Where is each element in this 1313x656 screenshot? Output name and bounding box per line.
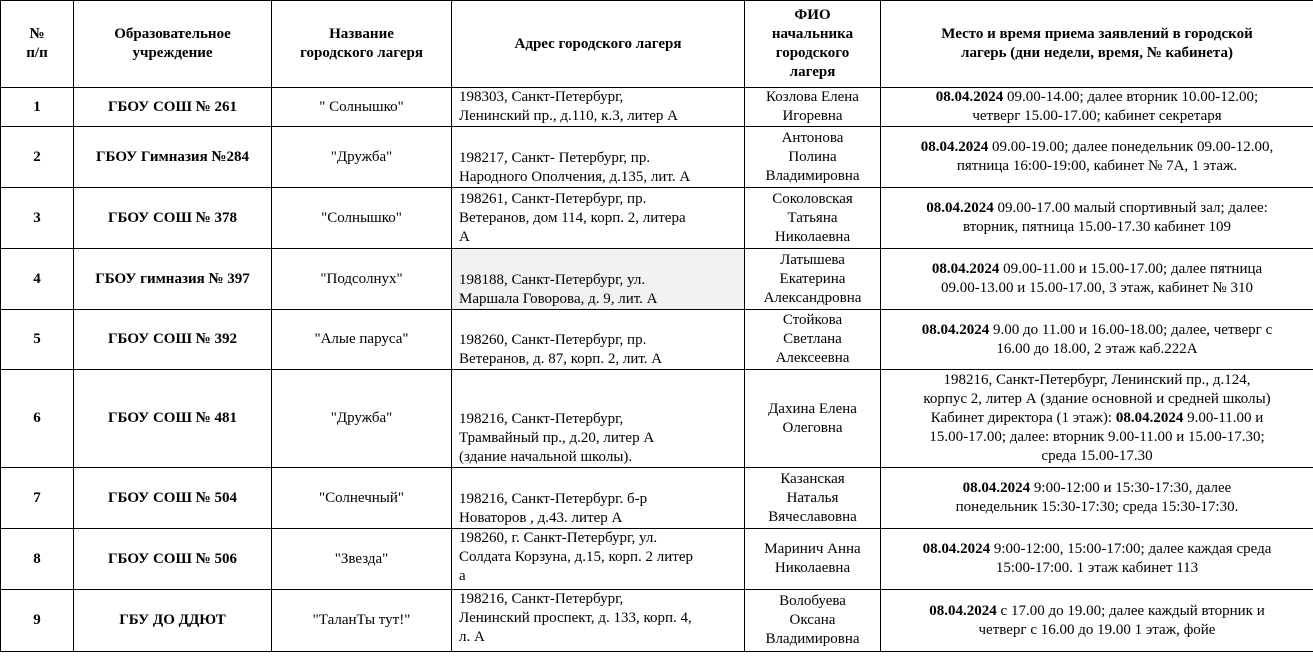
reception-line xyxy=(885,602,1309,621)
camp-address xyxy=(452,310,745,370)
camp-head-name xyxy=(745,88,881,127)
reception-line xyxy=(885,498,1309,517)
reception-line xyxy=(885,260,1309,279)
camp-name: "Подсолнух" xyxy=(272,249,452,310)
col-head-header xyxy=(745,1,881,88)
school-name: ГБОУ СОШ № 392 xyxy=(74,310,272,370)
camp-head-name xyxy=(745,370,881,468)
camp-address xyxy=(452,188,745,249)
head-name-line: Стойкова xyxy=(782,312,843,328)
header-line: Адрес городского лагеря xyxy=(514,35,682,52)
reception-line xyxy=(885,218,1309,237)
camp-head-name xyxy=(745,590,881,652)
row-number: 3 xyxy=(1,188,74,249)
head-name-line: Владимировна xyxy=(765,631,860,647)
header-line: Образовательное xyxy=(114,26,231,42)
row-number: 6 xyxy=(1,370,74,468)
head-name-line: Соколовская xyxy=(772,190,853,207)
reception-text: 15:00-17:00. 1 этаж кабинет 113 xyxy=(995,560,1199,576)
reception-line xyxy=(885,199,1309,218)
reception-line xyxy=(885,340,1309,359)
camp-address xyxy=(452,370,745,468)
reception-line xyxy=(885,321,1309,340)
address-line: 198260, Санкт-Петербург, пр. xyxy=(459,332,647,348)
reception-text: пятница 16:00-19:00, кабинет № 7А, 1 этаж. xyxy=(956,158,1238,174)
school-name: ГБОУ СОШ № 261 xyxy=(74,88,272,127)
camp-name: "Звезда" xyxy=(272,529,452,590)
head-name-line: Волобуева xyxy=(779,593,846,609)
head-name-line: Латышева xyxy=(780,251,845,268)
table-row xyxy=(1,249,1313,310)
reception-text: 16.00 до 18.00, 2 этаж каб.222А xyxy=(996,340,1198,357)
reception-date: 08.04.2024 xyxy=(920,139,989,155)
table-row xyxy=(1,468,1313,529)
head-name-line: Казанская xyxy=(780,470,845,487)
school-name: ГБУ ДО ДДЮТ xyxy=(74,590,272,652)
reception-line xyxy=(885,428,1309,447)
address-line: Ветеранов, дом 114, корп. 2, литера xyxy=(459,209,686,226)
head-name-line: Татьяна xyxy=(787,209,838,226)
reception-text: 09.00-11.00 и 15.00-17.00; далее пятница xyxy=(999,261,1263,277)
reception-line xyxy=(885,447,1309,466)
header-line: ФИО xyxy=(794,7,831,23)
col-school-header xyxy=(74,1,272,88)
header-line: Название xyxy=(329,26,394,42)
reception-date: 08.04.2024 xyxy=(931,261,1000,277)
reception-line xyxy=(885,540,1309,559)
camp-address xyxy=(452,127,745,188)
table-body xyxy=(1,88,1313,652)
reception-text: вторник, пятница 15.00-17.30 кабинет 109 xyxy=(963,219,1231,235)
school-name: ГБОУ СОШ № 506 xyxy=(74,529,272,590)
reception-text: четверг 15.00-17.00; кабинет секретаря xyxy=(972,108,1222,124)
reception-text: 09.00-14.00; далее вторник 10.00-12.00; xyxy=(1003,89,1259,105)
camp-head-name xyxy=(745,310,881,370)
head-name-line: Екатерина xyxy=(779,270,846,287)
reception-line xyxy=(885,409,1309,428)
reception-info xyxy=(881,310,1313,370)
camp-address xyxy=(452,590,745,652)
reception-text: 9.00 до 11.00 и 16.00-18.00; далее, четверг с xyxy=(989,321,1273,338)
header-line: лагеря xyxy=(789,64,836,80)
address-line: 198216, Санкт-Петербург. б-р xyxy=(459,491,648,507)
reception-date: 08.04.2024 xyxy=(926,200,994,216)
header-line: лагерь (дни недели, время, № кабинета) xyxy=(961,45,1233,61)
header-line: городского xyxy=(775,45,850,61)
table-row xyxy=(1,529,1313,590)
camp-name: "Солнечный" xyxy=(272,468,452,529)
row-number: 4 xyxy=(1,249,74,310)
reception-info xyxy=(881,590,1313,652)
camp-head-name xyxy=(745,188,881,249)
col-number-header xyxy=(1,1,74,88)
head-name-line: Козлова Елена xyxy=(766,89,859,105)
head-name-line: Олеговна xyxy=(782,419,843,436)
reception-line xyxy=(885,479,1309,498)
school-name: ГБОУ Гимназия №284 xyxy=(74,127,272,188)
address-line: Маршала Говорова, д. 9, лит. А xyxy=(459,291,658,307)
reception-date: 08.04.2024 xyxy=(962,480,1031,496)
address-line: Ветеранов, д. 87, корп. 2, лит. А xyxy=(459,351,663,367)
reception-line xyxy=(885,107,1309,126)
reception-info xyxy=(881,127,1313,188)
address-line: Ленинский проспект, д. 133, корп. 4, xyxy=(459,610,692,626)
reception-line xyxy=(885,371,1309,390)
address-line: 198216, Санкт-Петербург, xyxy=(459,591,624,607)
row-number: 5 xyxy=(1,310,74,370)
reception-text: 09.00-19.00; далее понедельник 09.00-12.00, xyxy=(988,139,1274,155)
head-name-line: Полина xyxy=(788,148,837,165)
camp-name: " Солнышко" xyxy=(272,88,452,127)
address-line: 198217, Санкт- Петербург, пр. xyxy=(459,150,651,166)
col-address-header xyxy=(452,1,745,88)
address-line: Солдата Корзуна, д.15, корп. 2 литер xyxy=(459,549,693,565)
reception-date: 08.04.2024 xyxy=(929,602,997,619)
address-line: А xyxy=(459,228,470,245)
reception-text: 15.00-17.00; далее: вторник 9.00-11.00 и 15.00-17.30; xyxy=(929,429,1265,445)
reception-text: среда 15.00-17.30 xyxy=(1041,448,1153,464)
address-line: (здание начальной школы). xyxy=(459,449,633,465)
table-row xyxy=(1,127,1313,188)
head-name-line: Светлана xyxy=(783,331,842,347)
head-name-line: Алексеевна xyxy=(775,350,850,366)
reception-info xyxy=(881,468,1313,529)
camp-address xyxy=(452,468,745,529)
school-name: ГБОУ СОШ № 504 xyxy=(74,468,272,529)
camp-head-name xyxy=(745,249,881,310)
reception-line xyxy=(885,559,1309,578)
reception-text: понедельник 15:30-17:30; среда 15:30-17:30. xyxy=(955,499,1239,515)
camp-name: "ТаланТы тут!" xyxy=(272,590,452,652)
address-line: Трамвайный пр., д.20, литер А xyxy=(459,430,655,446)
reception-date: 08.04.2024 xyxy=(935,89,1004,105)
row-number: 9 xyxy=(1,590,74,652)
camp-head-name xyxy=(745,468,881,529)
row-number: 7 xyxy=(1,468,74,529)
table-row xyxy=(1,188,1313,249)
table-row xyxy=(1,590,1313,652)
school-name: ГБОУ СОШ № 481 xyxy=(74,370,272,468)
head-name-line: Игоревна xyxy=(782,108,843,124)
head-name-line: Наталья xyxy=(786,489,839,506)
header-row xyxy=(1,1,1313,88)
reception-line xyxy=(885,157,1309,176)
address-line: 198260, г. Санкт-Петербург, ул. xyxy=(459,530,658,546)
camp-head-name xyxy=(745,127,881,188)
row-number: 1 xyxy=(1,88,74,127)
camp-address xyxy=(452,529,745,590)
reception-date: 08.04.2024 xyxy=(921,321,990,338)
reception-info xyxy=(881,370,1313,468)
reception-text: 9:00-12:00, 15:00-17:00; далее каждая среда xyxy=(990,541,1272,557)
reception-info xyxy=(881,188,1313,249)
row-number: 8 xyxy=(1,529,74,590)
header-line: начальника xyxy=(771,26,854,42)
reception-text: четверг с 16.00 до 19.00 1 этаж, фойе xyxy=(978,621,1216,638)
table-row xyxy=(1,370,1313,468)
camp-name: "Алые паруса" xyxy=(272,310,452,370)
address-line: Новаторов , д.43. литер А xyxy=(459,510,623,526)
reception-text: 9.00-11.00 и xyxy=(1183,410,1264,426)
address-line: а xyxy=(459,568,466,584)
camp-address xyxy=(452,88,745,127)
school-name: ГБОУ СОШ № 378 xyxy=(74,188,272,249)
head-name-line: Оксана xyxy=(789,612,836,628)
camp-name: "Дружба" xyxy=(272,370,452,468)
reception-prefix: Кабинет директора (1 этаж): xyxy=(930,410,1116,426)
address-line: Народного Ополчения, д.135, лит. А xyxy=(459,169,691,185)
head-name-line: Николаевна xyxy=(774,228,851,245)
reception-text: с 17.00 до 19.00; далее каждый вторник и xyxy=(996,602,1265,619)
camp-head-name xyxy=(745,529,881,590)
address-line: 198216, Санкт-Петербург, xyxy=(459,411,624,427)
reception-line xyxy=(885,138,1309,157)
header-line: учреждение xyxy=(132,45,213,61)
table-row xyxy=(1,88,1313,127)
reception-line xyxy=(885,390,1309,409)
head-name-line: Владимировна xyxy=(765,167,860,184)
header-line: городского лагеря xyxy=(300,45,423,61)
row-number: 2 xyxy=(1,127,74,188)
reception-text: 09.00-13.00 и 15.00-17.00, 3 этаж, кабинет № 310 xyxy=(941,280,1253,296)
head-name-line: Дахина Елена xyxy=(768,400,857,417)
reception-info xyxy=(881,529,1313,590)
reception-text: 09.00-17.00 малый спортивный зал; далее: xyxy=(993,200,1268,216)
col-camp-name-header xyxy=(272,1,452,88)
reception-info xyxy=(881,249,1313,310)
address-line: л. А xyxy=(459,629,485,645)
col-reception-header xyxy=(881,1,1313,88)
address-line: 198261, Санкт-Петербург, пр. xyxy=(459,190,647,207)
camp-name: "Солнышко" xyxy=(272,188,452,249)
reception-text: 9:00-12:00 и 15:30-17:30, далее xyxy=(1030,480,1232,496)
header-line: № xyxy=(29,26,45,42)
head-name-line: Вячеславовна xyxy=(768,508,857,525)
school-name: ГБОУ гимназия № 397 xyxy=(74,249,272,310)
reception-line xyxy=(885,621,1309,640)
head-name-line: Александровна xyxy=(763,289,862,306)
reception-line xyxy=(885,88,1309,107)
camp-name: "Дружба" xyxy=(272,127,452,188)
reception-text: 198216, Санкт-Петербург, Ленинский пр., д.124, xyxy=(943,372,1251,388)
header-line: Место и время приема заявлений в городской xyxy=(941,26,1253,42)
head-name-line: Антонова xyxy=(781,129,844,146)
address-line: 198188, Санкт-Петербург, ул. xyxy=(459,272,646,288)
head-name-line: Маринич Анна xyxy=(764,541,861,557)
address-line: 198303, Санкт-Петербург, xyxy=(459,89,624,105)
address-line: Ленинский пр., д.110, к.3, литер А xyxy=(459,108,679,124)
reception-date: 08.04.2024 xyxy=(922,541,991,557)
reception-line xyxy=(885,279,1309,298)
reception-info xyxy=(881,88,1313,127)
header-line: п/п xyxy=(26,45,48,61)
camp-address xyxy=(452,249,745,310)
reception-text: корпус 2, литер А (здание основной и средней школы) xyxy=(923,391,1271,407)
table-row xyxy=(1,310,1313,370)
reception-date: 08.04.2024 xyxy=(1115,410,1184,426)
head-name-line: Николаевна xyxy=(774,560,851,576)
